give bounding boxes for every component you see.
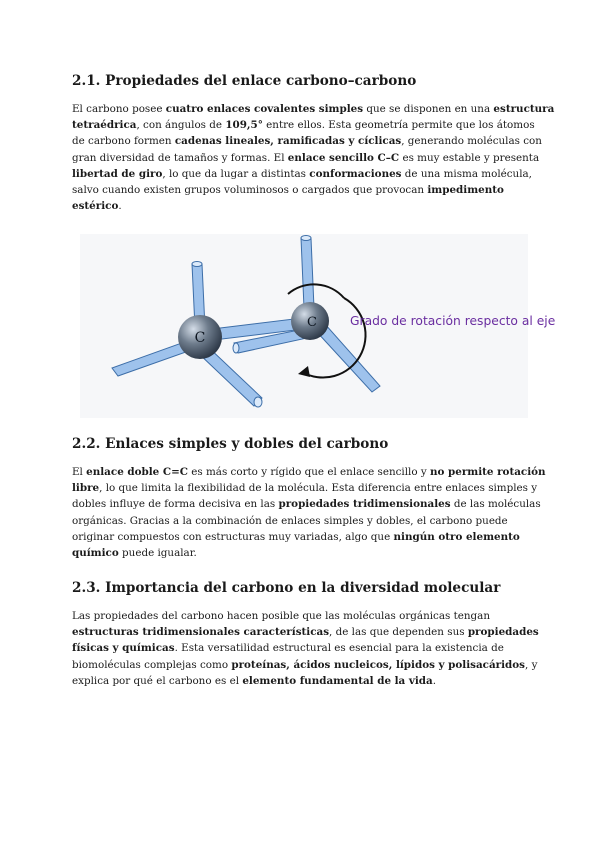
text-line [72,117,535,133]
text-run: . [118,200,122,213]
text-line [72,133,542,149]
text-run: El carbono posee [72,103,166,115]
bond-rod-end [192,262,202,267]
text-run: Las propiedades del carbono hacen posible que las moléculas orgánicas tengan [72,610,491,622]
text-run: puede igualar. [118,546,197,559]
section-2-2-title: 2.2. Enlaces simples y dobles del carbono [72,436,389,452]
rotation-caption: Grado de rotación respecto al eje [350,314,556,328]
text-run: que se disponen en una [363,103,494,115]
text-line [72,529,532,545]
section-2-3-paragraph [72,608,539,689]
text-line [72,101,555,117]
bold-text: químico [72,546,119,559]
bold-text: cadenas lineales, ramificadas y cíclicas [174,135,402,148]
text-run: dobles influye de forma decisiva en las [72,498,279,511]
text-line [72,624,539,640]
right-carbon-label: C [307,315,317,330]
text-run: originar compuestos con estructuras muy variadas, algo que [72,530,394,543]
text-line [72,545,532,561]
bold-text: proteínas, ácidos nucleicos, lípidos y polisacáridos [231,658,525,671]
text-run: . Esta versatilidad estructural es esencial para la existencia de [174,642,504,655]
section-2-2-paragraph [72,464,546,561]
section-2-1-title: 2.1. Propiedades del enlace carbono–carbono [72,73,417,89]
bold-text: enlace doble C=C [86,466,188,478]
text-run: de las moléculas [450,498,541,511]
bold-text: conformaciones [309,167,402,180]
text-run: , y [525,658,538,671]
text-line [72,640,532,656]
bold-text: libre [72,482,100,495]
text-line [72,182,532,198]
text-line [72,496,541,512]
text-line [72,608,532,624]
bold-text: tetraédrica [72,119,137,132]
bold-text: propiedades tridimensionales [278,498,451,511]
text-run: El [72,466,87,478]
text-run: , lo que da lugar a distintas [162,167,310,180]
bold-text: estructura [493,103,555,115]
text-run: , generando moléculas con [401,135,542,148]
text-run: es más corto y rígido que el enlace sencillo y [187,466,430,478]
text-line [72,480,538,496]
bold-text: propiedades [467,626,539,639]
bold-text: elemento fundamental de la vida [242,674,433,687]
bold-text: no permite rotación [429,466,546,478]
bold-text: cuatro enlaces covalentes simples [165,103,364,115]
bold-text: estérico [72,200,119,213]
section-2-3-title: 2.3. Importancia del carbono en la diversidad molecular [72,580,501,596]
text-line [72,464,546,480]
text-run: explica por qué el carbono es el [72,674,243,687]
text-run: orgánicas. Gracias a la combinación de enlaces simples y dobles, el carbono puede [72,514,508,527]
text-line [72,166,532,182]
text-line [72,673,532,689]
bold-text: libertad de giro [72,167,163,180]
left-carbon-label: C [194,330,206,346]
text-run: salvo cuando existen grupos voluminosos o cargados que provocan [72,183,428,196]
text-run: es muy estable y presenta [399,151,540,164]
bold-text: impedimento [427,183,504,196]
bold-text: estructuras tridimensionales características [72,626,330,639]
bond-rod-end [301,236,311,241]
carbon-rotation-figure [72,228,556,418]
text-line [72,513,532,529]
text-line [72,198,532,214]
text-run: entre ellos. Esta geometría permite que los átomos [262,119,535,132]
text-run: gran diversidad de tamaños y formas. El [72,151,288,164]
bond-rod-end [233,343,239,353]
text-line [72,657,538,673]
text-run: , de las que dependen sus [329,626,468,639]
text-line [72,150,540,166]
text-run: , lo que limita la flexibilidad de la molécula. Esta diferencia entre enlaces simples y [99,482,538,495]
bold-text: 109,5° [225,119,263,132]
text-run: , con ángulos de [136,119,226,132]
text-run: biomoléculas complejas como [72,658,232,671]
text-run: de una misma molécula, [401,167,532,180]
bond-rod-end [254,397,262,407]
text-run: de carbono formen [72,135,175,148]
section-2-1-paragraph [72,101,555,214]
bold-text: ningún otro elemento [393,530,520,543]
bold-text: enlace sencillo C–C [287,151,400,164]
bold-text: físicas y químicas [72,642,175,655]
text-run: . [432,674,437,687]
